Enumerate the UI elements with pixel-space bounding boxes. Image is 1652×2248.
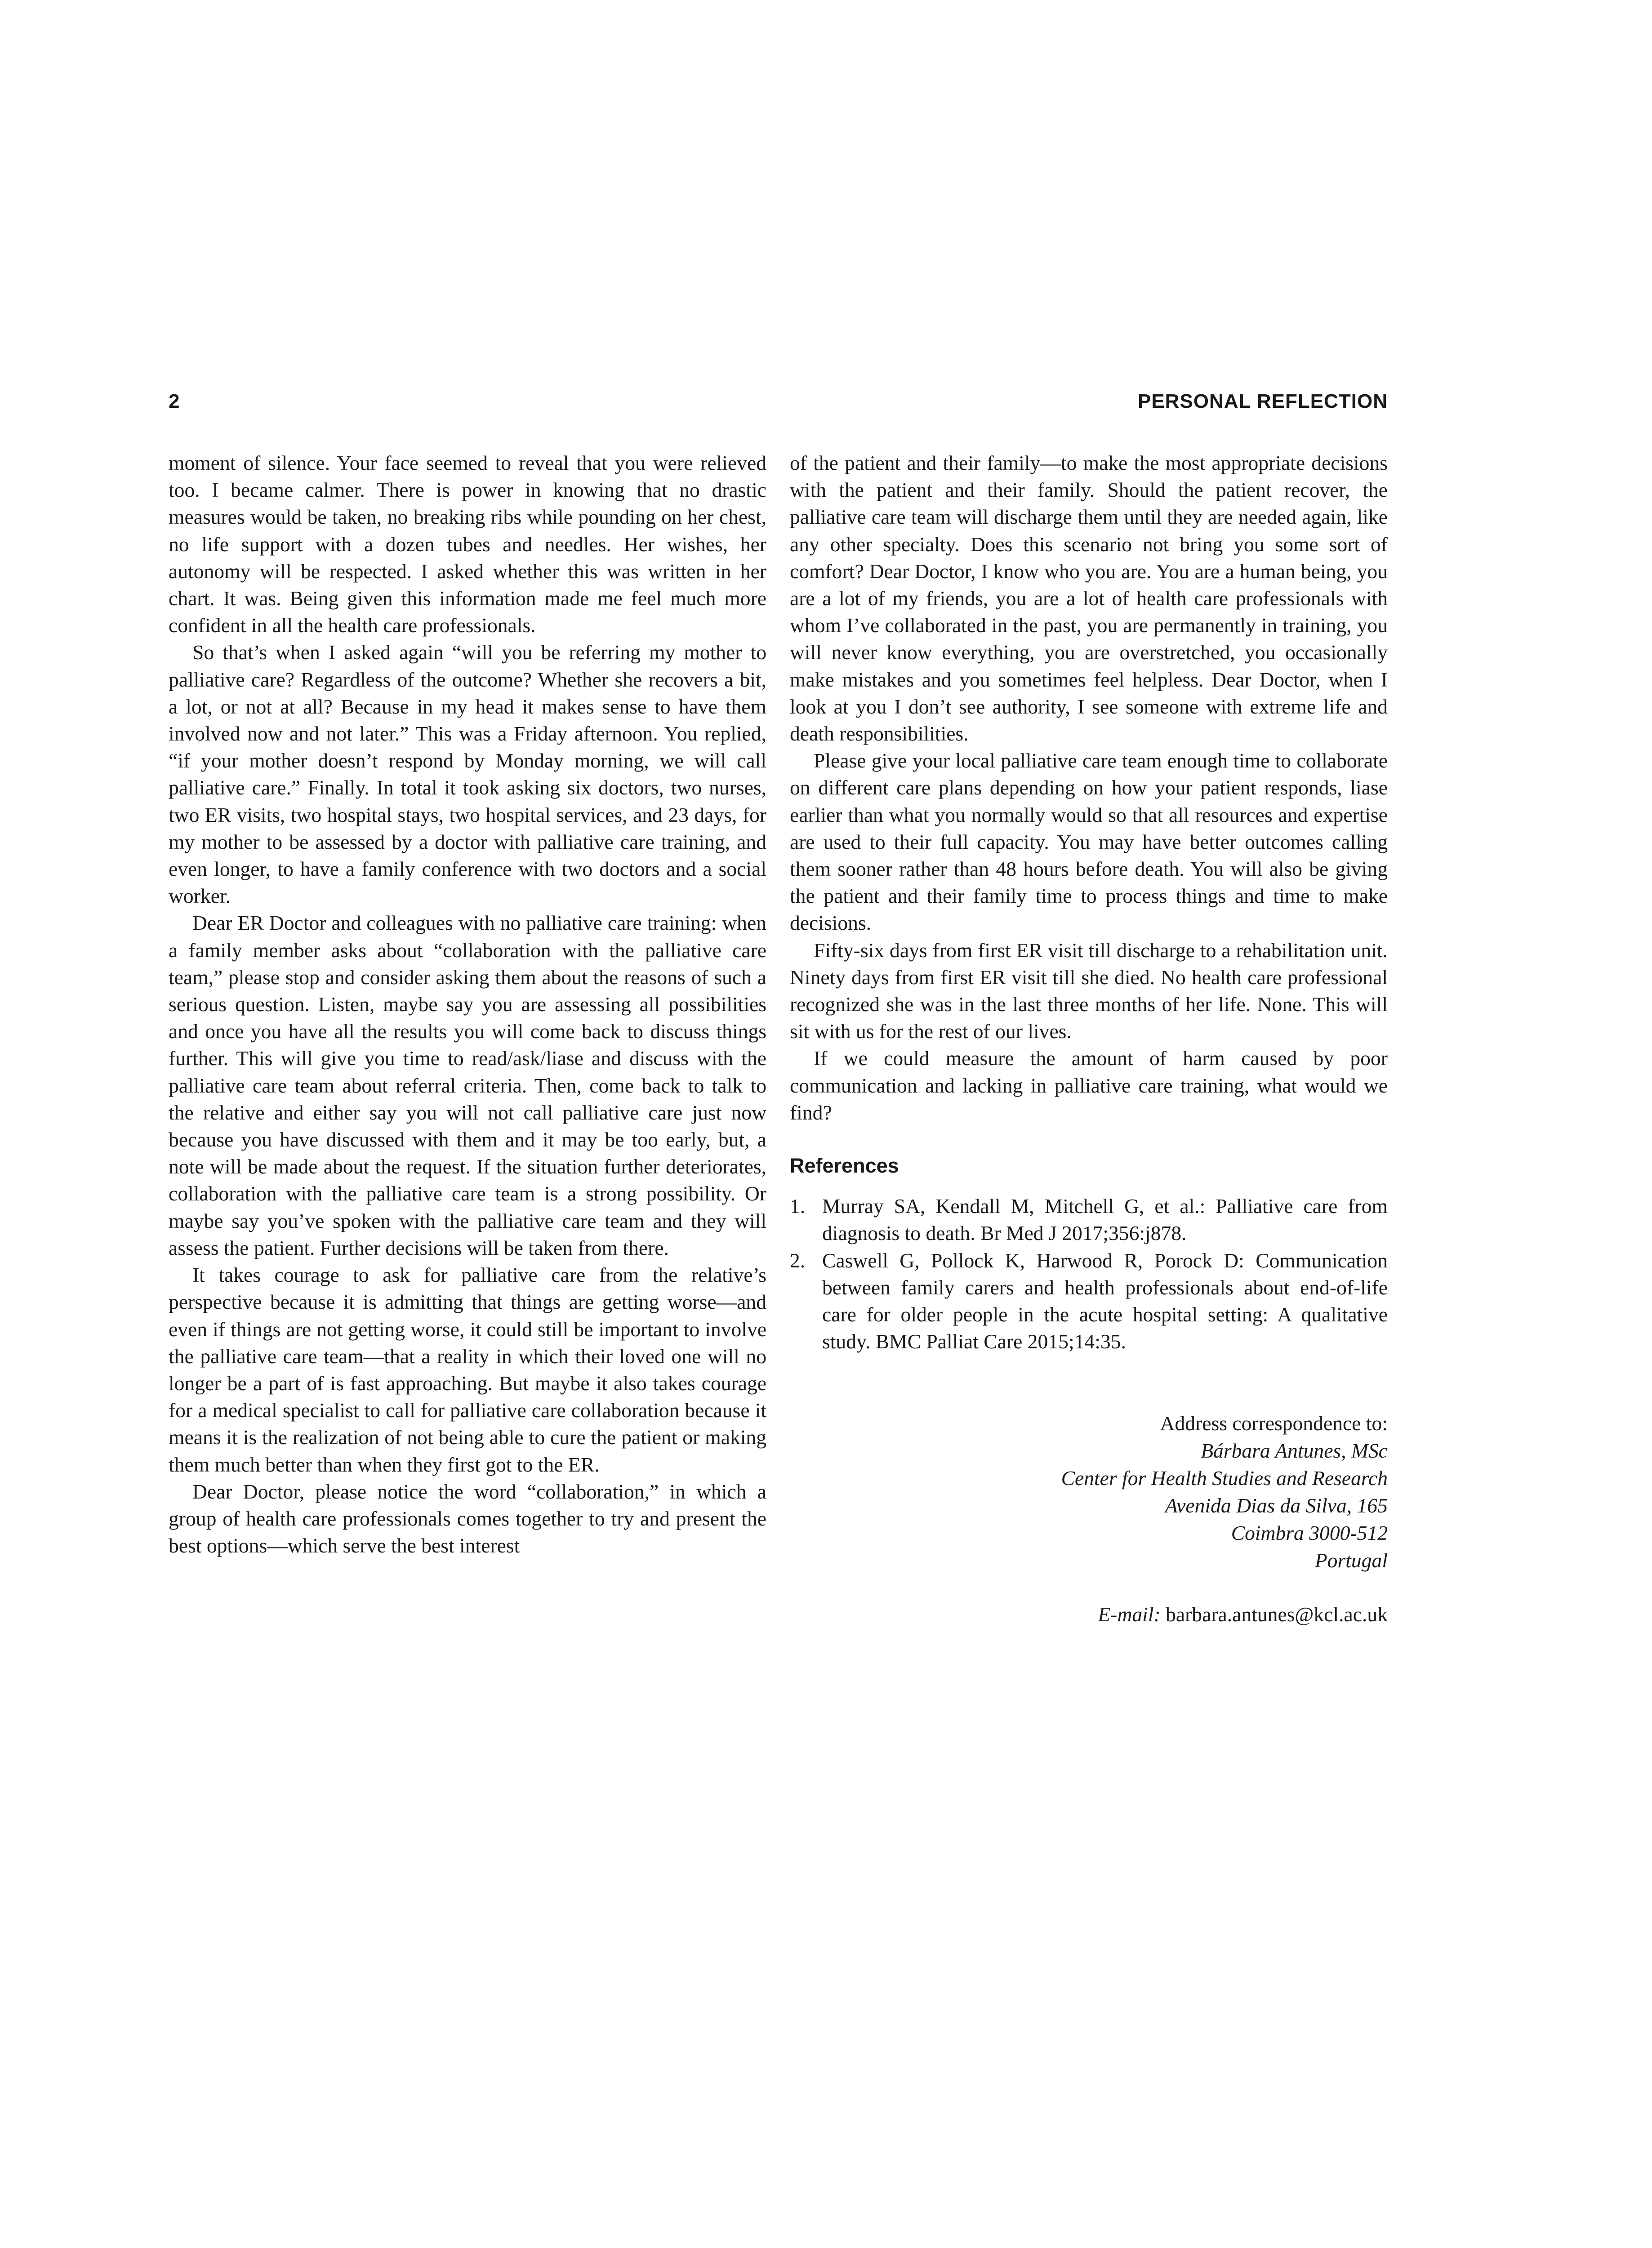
body-paragraph: Dear ER Doctor and colleagues with no palliative care training: when a family member asks about “collaboration with the palliative care team,” please stop and consider asking them about the reasons of such a serious question. Listen, maybe say you are assessing all possibilities and once you have all the results you will come back to discuss things further. This will give you time to read/ask/liase and discuss with the palliative care team about referral criteria. Then, come back to talk to the relative and either say you will not call palliative care just now because you have discussed with them and it may be too early, but, a note will be made about the request. If the situation further deteriorates, collaboration with the palliative care team is a strong possibility. Or maybe say you’ve spoken with the palliative care team and they will assess the patient. Further decisions will be taken from there. (169, 911, 766, 1259)
left-column (169, 450, 766, 1559)
address-street: Avenida Dias da Silva, 165 (1165, 1494, 1388, 1517)
reference-item (790, 1193, 1388, 1247)
email-label: E-mail: (1098, 1602, 1161, 1626)
body-paragraph: Fifty-six days from first ER visit till discharge to a rehabilitation unit. Ninety days from first ER visit till she died. No health care professional recognized she was in the last three months of her life. None. This will sit with us for the rest of our lives. (790, 938, 1388, 1043)
body-paragraph: It takes courage to ask for palliative care from the relative’s perspective because it is admitting that things are getting worse—and even if things are not getting worse, it could still be important to involve the palliative care team—that a reality in which their loved one will no longer be a part of is fast approaching. But maybe it also takes courage for a medical specialist to call for palliative care collaboration because it means it is the realization of not being able to cure the patient or making them much better than when they first got to the ER. (169, 1263, 766, 1476)
right-column (790, 450, 1388, 1628)
body-paragraph: So that’s when I asked again “will you be referring my mother to palliative care? Regardless of the outcome? Whether she recovers a bit, a lot, or not at all? Because in my head it makes sense to have them involved now and not later.” This was a Friday afternoon. You replied, “if your mother doesn’t respond by Monday morning, we will call palliative care.” Finally. In total it took asking six doctors, two nurses, two ER visits, two hospital stays, two hospital services, and 23 days, for my mother to be assessed by a doctor with palliative care training, and even longer, to have a family conference with two doctors and a social worker. (169, 641, 766, 908)
body-paragraph: of the patient and their family—to make the most appropriate decisions with the patient and their family. Should the patient recover, the palliative care team will discharge them until they are needed again, like any other specialty. Does this scenario not bring you some sort of comfort? Dear Doctor, I know who you are. You are a human being, you are a lot of my friends, you are a lot of health care professionals with whom I’ve collaborated in the past, you are permanently in training, you will never know everything, you are overstretched, you occasionally make mistakes and you sometimes feel helpless. Dear Doctor, when I look at you I don’t see authority, I see someone with extreme life and death responsibilities. (790, 451, 1388, 745)
page-number: 2 (169, 390, 180, 412)
body-paragraph: moment of silence. Your face seemed to reveal that you were relieved too. I became calmer. There is power in knowing that no drastic measures would be taken, no breaking ribs while pounding on her chest, no life support with a dozen tubes and needles. Her wishes, her autonomy will be respected. I asked whether this was written in her chart. It was. Being given this information made me feel much more confident in all the health care professionals. (169, 451, 766, 637)
email-address: barbara.antunes@kcl.ac.uk (1166, 1602, 1388, 1626)
reference-text: Murray SA, Kendall M, Mitchell G, et al.: Palliative care from diagnosis to death. Br Med J 2017;356:j878. (822, 1195, 1388, 1245)
references-heading: References (790, 1154, 899, 1178)
address-city: Coimbra 3000-512 (1231, 1521, 1388, 1544)
address-country: Portugal (1314, 1548, 1388, 1572)
reference-text: Caswell G, Pollock K, Harwood R, Porock D: Communication between family carers and health professionals about end-of-life care for older people in the acute hospital setting: A qualitative study. BMC Palliat Care 2015;14:35. (822, 1249, 1388, 1353)
reference-number: 1. (790, 1195, 806, 1218)
body-paragraph: Dear Doctor, please notice the word “collaboration,” in which a group of health care professionals comes together to try and present the best options—which serve the best interest (169, 1480, 766, 1557)
reference-number: 2. (790, 1249, 806, 1272)
reference-item (790, 1247, 1388, 1356)
running-head: PERSONAL REFLECTION (1137, 390, 1388, 412)
address-intro: Address correspondence to: (1160, 1411, 1388, 1435)
body-paragraph: Please give your local palliative care team enough time to collaborate on different care plans depending on how your patient responds, liase earlier than what you normally would so that all resources and expertise are used to their full capacity. You may have better outcomes calling them sooner rather than 48 hours before death. You will also be giving the patient and their family time to process things and time to make decisions. (790, 749, 1388, 935)
author-institution: Center for Health Studies and Research (1061, 1466, 1388, 1490)
email-line (790, 1601, 1388, 1628)
references-list (790, 1193, 1388, 1355)
author-name: Bárbara Antunes, MSc (1201, 1439, 1388, 1462)
body-paragraph: If we could measure the amount of harm caused by poor communication and lacking in palliative care training, what would we find? (790, 1047, 1388, 1124)
correspondence-address (790, 1409, 1388, 1574)
